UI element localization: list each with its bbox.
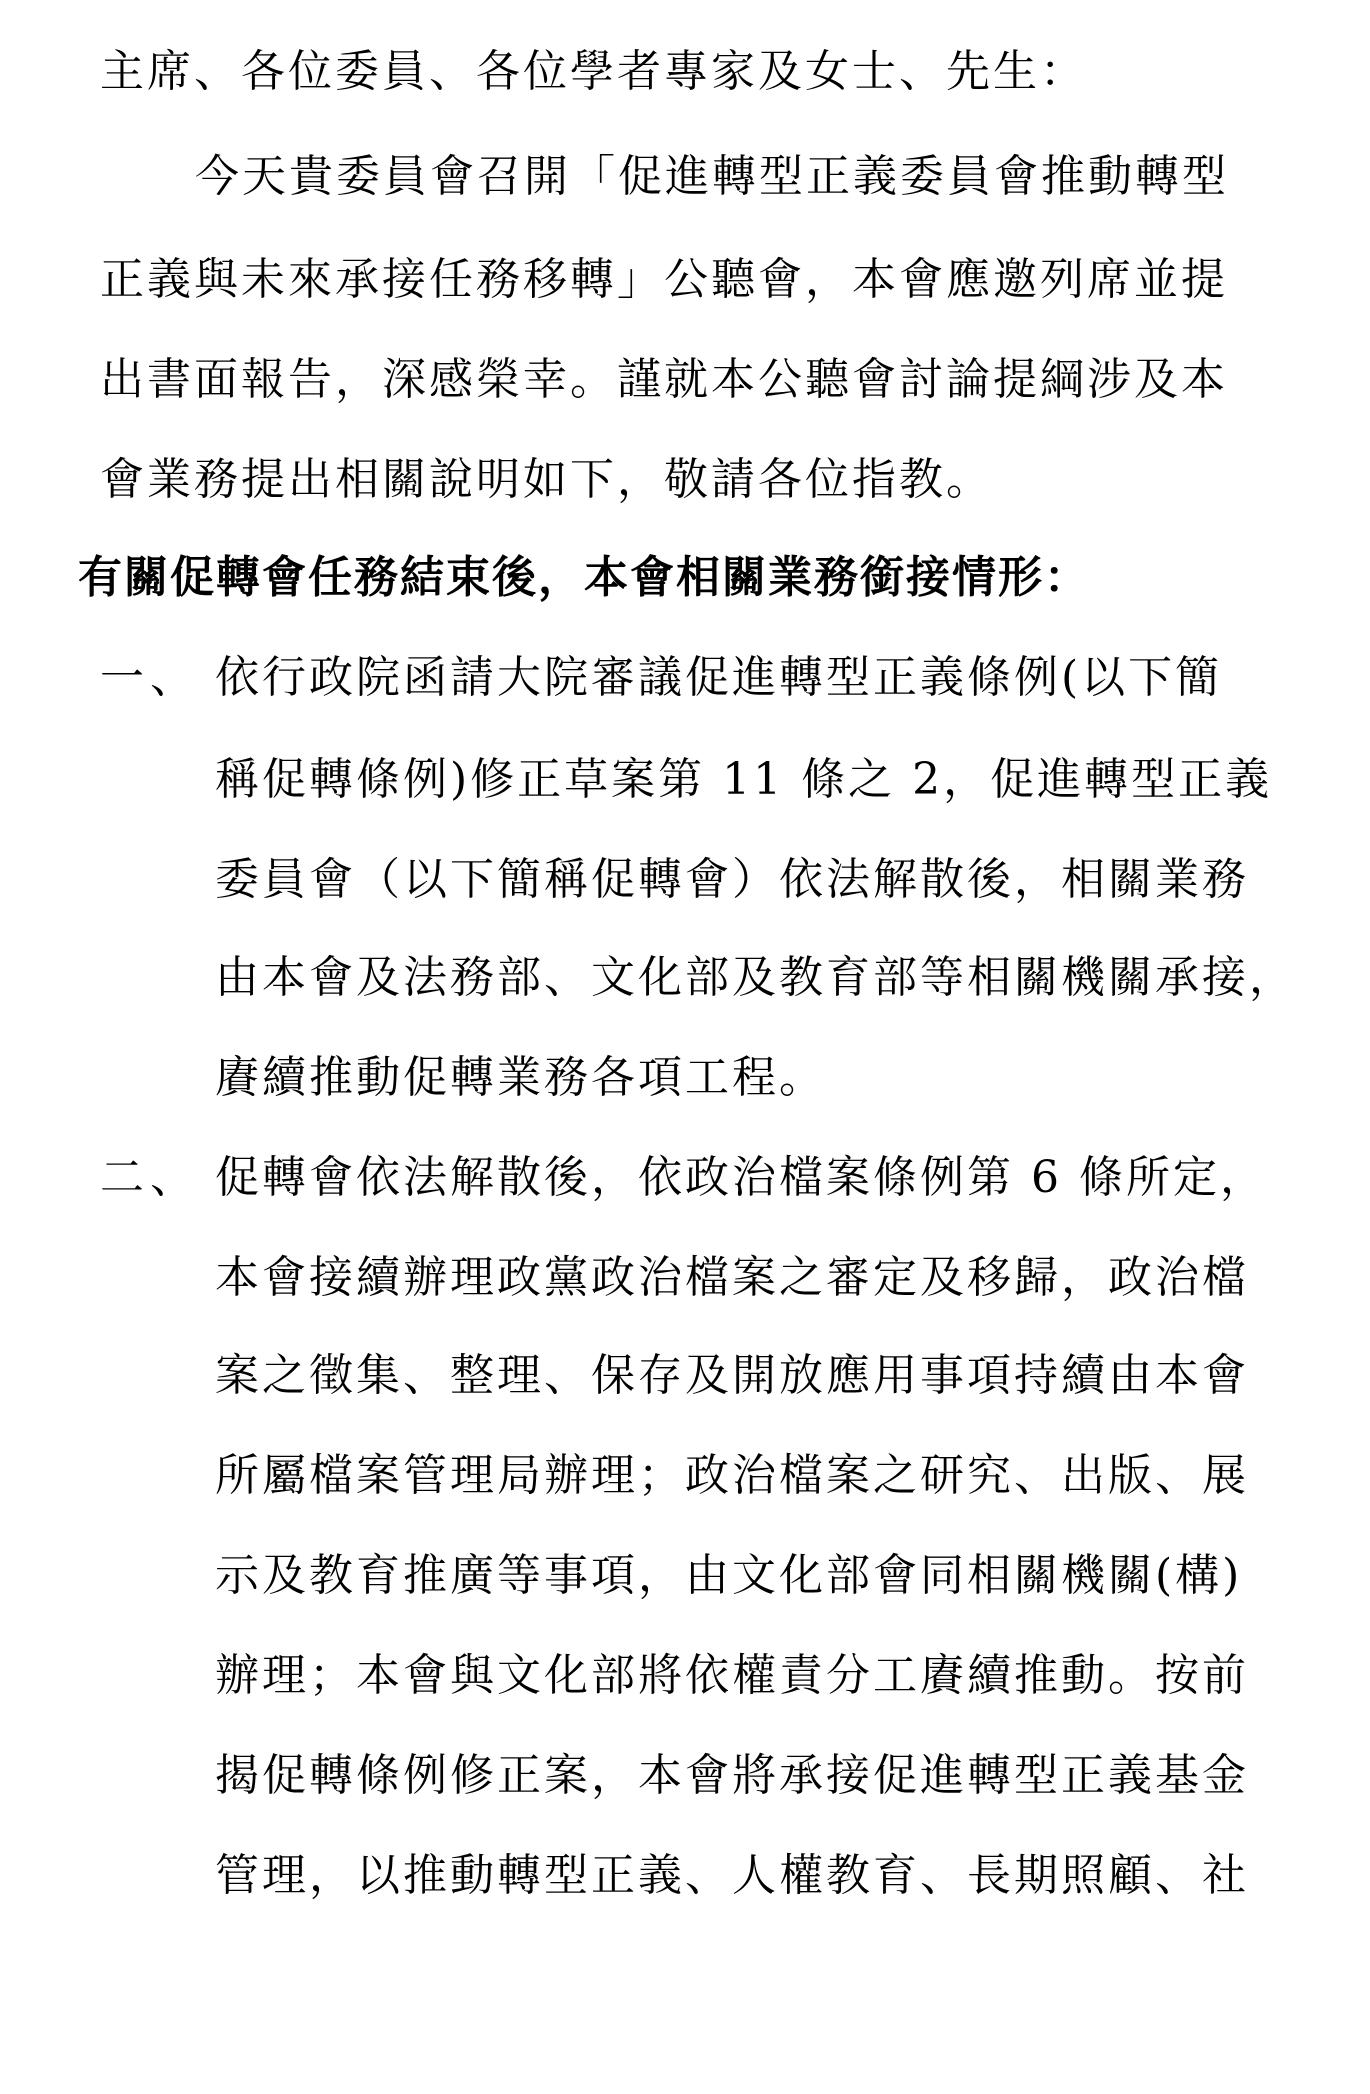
item-2-line-4: 所屬檔案管理局辦理；政治檔案之研究、出版、展 [215, 1450, 1249, 1501]
item-2-line-5: 示及教育推廣等事項，由文化部會同相關機關(構) [215, 1550, 1243, 1601]
item-2-line-7: 揭促轉條例修正案，本會將承接促進轉型正義基金 [215, 1750, 1249, 1801]
item-1-line-3: 委員會（以下簡稱促轉會）依法解散後，相關業務 [215, 854, 1249, 905]
item-2-line-2: 本會接續辦理政黨政治檔案之審定及移歸，政治檔 [215, 1252, 1249, 1303]
salutation: 主席、各位委員、各位學者專家及女士、先生： [100, 46, 1087, 97]
item-1-line-4: 由本會及法務部、文化部及教育部等相關機關承接， [215, 952, 1296, 1003]
item-1-line-1: 依行政院函請大院審議促進轉型正義條例(以下簡 [215, 652, 1223, 703]
item-number-2: 二、 [100, 1152, 200, 1203]
intro-line-4: 會業務提出相關說明如下，敬請各位指教。 [100, 454, 993, 505]
item-2-line-6: 辦理；本會與文化部將依權責分工賡續推動。按前 [215, 1650, 1249, 1701]
item-1-line-2: 稱促轉條例)修正草案第 11 條之 2，促進轉型正義 [215, 754, 1273, 805]
item-1-line-5: 賡續推動促轉業務各項工程。 [215, 1052, 826, 1103]
item-number-1: 一、 [100, 652, 200, 703]
intro-line-3: 出書面報告，深感榮幸。謹就本公聽會討論提綱涉及本 [100, 354, 1228, 405]
intro-line-1: 今天貴委員會召開「促進轉型正義委員會推動轉型 [195, 151, 1229, 202]
item-2-line-1: 促轉會依法解散後，依政治檔案條例第 6 條所定， [215, 1152, 1267, 1203]
item-2-line-3: 案之徵集、整理、保存及開放應用事項持續由本會 [215, 1350, 1249, 1401]
item-2-line-8: 管理，以推動轉型正義、人權教育、長期照顧、社 [215, 1850, 1249, 1901]
intro-line-2: 正義與未來承接任務移轉」公聽會，本會應邀列席並提 [100, 254, 1228, 305]
section-heading: 有關促轉會任務結束後，本會相關業務銜接情形： [78, 552, 1090, 603]
